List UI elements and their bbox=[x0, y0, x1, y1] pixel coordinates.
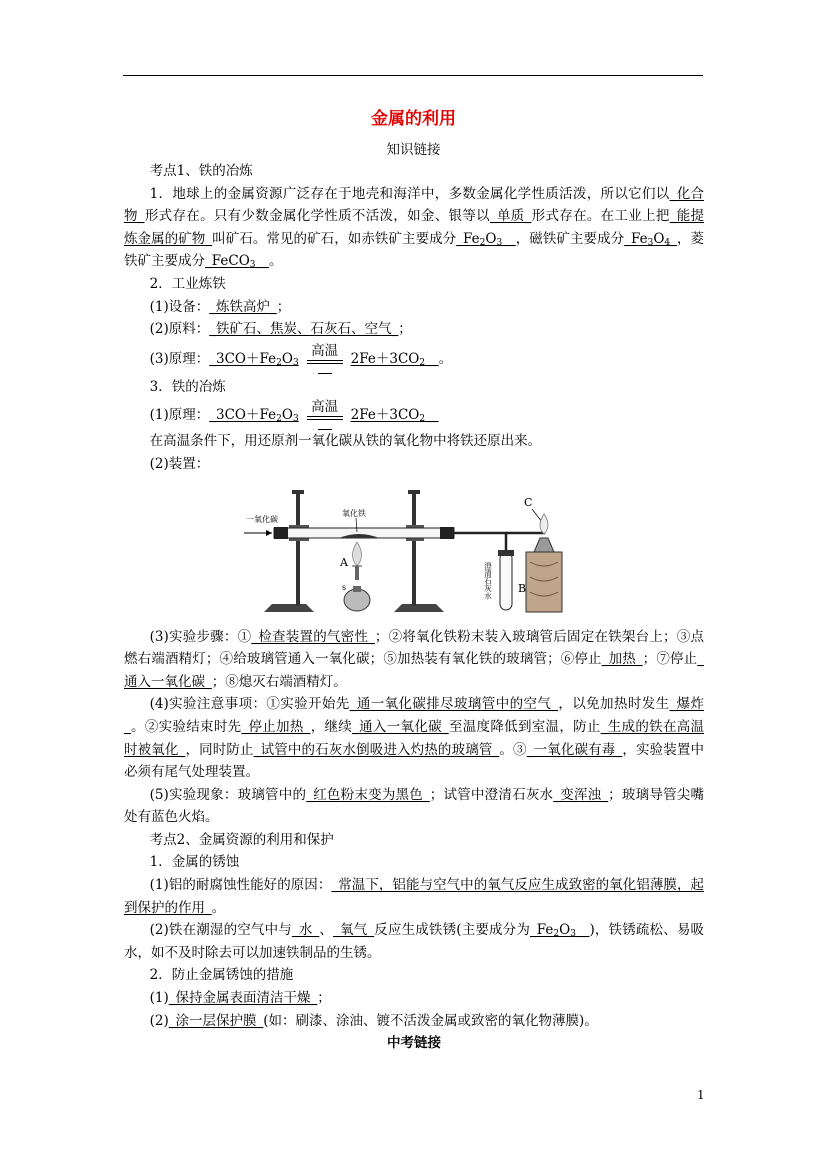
blank-equipment: _炼铁高炉_ bbox=[209, 298, 277, 315]
blank-compound: _化合物_ bbox=[124, 185, 705, 225]
paragraph-steps: (3)实验步骤：①_检查装置的气密性_；②将氧化铁粉末装入玻璃管后固定在铁架台上；③点燃右端酒精灯；④给玻璃管通入一氧化碳；⑤加热装有氧化铁的玻璃管；⑥停止_加热_；⑦停止_通入一氧化碳_；⑧熄灭右端酒精灯。 bbox=[124, 628, 705, 690]
blank-equation-1-product: $2Fe+3CO_2\_\_$ bbox=[350, 351, 439, 369]
blank-protective-film: _涂一层保护膜_ bbox=[168, 1012, 264, 1029]
blank-co-toxic: _一氧化碳有毒_ bbox=[526, 741, 623, 758]
line-prevent-1: (1)_保持金属表面清洁干燥_； bbox=[149, 990, 331, 1007]
blank-rust-formula: $\_Fe_2O_3\_\_$ bbox=[530, 922, 590, 940]
label-c: C bbox=[524, 495, 533, 509]
blank-hematite: $\_Fe_2O_3\_\_$ bbox=[456, 230, 516, 248]
blank-purge-air: _通一氧化碳排尽玻璃管中的空气_ bbox=[349, 696, 558, 713]
label-s: s bbox=[342, 582, 347, 592]
paragraph-ores: 1．地球上的金属资源广泛存在于地壳和海洋中，多数金属化学性质活泼，所以它们以_化合物_形式存在。只有少数金属化学性质不活泼，如金、银等以_单质_形式存在。在工业上把_能提炼金属的矿物_叫矿石。常见的矿石，如赤铁矿主要成分$\_Fe_2O_3\_\_$，磁铁矿主要成分$\_Fe_3O_4\_$，菱铁矿主要成分_FeCO$_3$__。 bbox=[124, 185, 705, 271]
document-body bbox=[124, 160, 704, 1055]
label-lime-water: 澄清石灰水 bbox=[483, 561, 493, 600]
blank-oxygen: _氧气_ bbox=[333, 922, 375, 939]
paragraph-iron-rust: (2)铁在潮湿的空气中与_水_、_氧气_反应生成铁锈(主要成分为$\_Fe_2O_3\_\_$)，铁锈疏松、易吸水，如不及时除去可以加速铁制品的生锈。 bbox=[124, 922, 705, 961]
test-tube-b bbox=[500, 552, 512, 610]
blank-element: _单质_ bbox=[489, 208, 532, 225]
blank-airtightness: _检查装置的气密性_ bbox=[251, 628, 375, 645]
line-reduction-note: 在高温条件下，用还原剂一氧化碳从铁的氧化物中将铁还原出来。 bbox=[149, 433, 542, 450]
label-co: 一氧化碳 bbox=[246, 514, 278, 524]
heading-exam-links: 中考链接 bbox=[387, 1035, 441, 1052]
heading-smelting: 3．铁的冶炼 bbox=[149, 379, 226, 396]
alcohol-lamp-left bbox=[344, 589, 370, 611]
flame-c bbox=[540, 514, 548, 534]
equation-smelting: (1)原理： $\_3CO+Fe_2O_3$ 高温 $2Fe+3CO_2\_\_$ bbox=[124, 401, 704, 431]
paragraph-precautions: (4)实验注意事项：①实验开始先_通一氧化碳排尽玻璃管中的空气_，以免加热时发生_爆炸_。②实验结束时先_停止加热_，继续_通入一氧化碳_至温度降低到室温，防止_生成的铁在高温时被氧化_，同时防止_试管中的石灰水倒吸进入灼热的玻璃管_。③_一氧化碳有毒_，实验装置中必须有尾气处理装置。 bbox=[124, 696, 705, 781]
blank-aluminum-reason: _常温下，铝能与空气中的氧气反应生成致密的氧化铝薄膜，起到保护的作用_ bbox=[124, 877, 705, 916]
right-stand-rod bbox=[412, 492, 416, 606]
line-device: (2)装置： bbox=[149, 455, 210, 472]
paragraph-phenomena: (5)实验现象：玻璃管中的_红色粉末变为黑色_；试管中澄清石灰水_变浑浊_；玻璃导管尖嘴处有蓝色火焰。 bbox=[124, 786, 705, 826]
blank-equation-2-product: $2Fe+3CO_2\_\_$ bbox=[350, 407, 439, 425]
heading-corrosion: 1．金属的锈蚀 bbox=[149, 854, 240, 871]
blank-equation-2: $\_3CO+Fe_2O_3$ bbox=[209, 407, 299, 425]
page-title: 金属的利用 bbox=[371, 109, 456, 129]
label-iron-oxide: 氧化铁 bbox=[342, 508, 366, 518]
heading-s2: 考点2、金属资源的利用和保护 bbox=[149, 831, 334, 848]
heading-industrial: 2．工业炼铁 bbox=[149, 275, 226, 292]
blank-equation-1: $\_3CO+Fe_2O_3$ bbox=[209, 351, 299, 369]
line-prevent-2: (2)_涂一层保护膜_(如：刷漆、涂油、镀不活泼金属或致密的氧化物薄膜)。 bbox=[149, 1012, 598, 1029]
label-b: B bbox=[518, 581, 527, 595]
blank-stop-co: _通入一氧化碳_ bbox=[124, 651, 705, 690]
flame-a bbox=[353, 542, 362, 566]
right-stand-base bbox=[394, 604, 444, 612]
blank-raw-materials: _铁矿石、焦炭、石灰石、空气_ bbox=[209, 321, 399, 338]
paragraph-aluminum: (1)铝的耐腐蚀性能好的原因：_常温下，铝能与空气中的氧气反应生成致密的氧化铝薄膜，起到保护的作用_。 bbox=[124, 877, 705, 916]
blank-red-to-black: _红色粉末变为黑色_ bbox=[306, 786, 430, 803]
blank-siderite: _FeCO$_3$__ bbox=[205, 253, 269, 271]
page-number: 1 bbox=[697, 1088, 705, 1102]
blank-explosion: _爆炸_ bbox=[124, 696, 705, 735]
apparatus-diagram bbox=[244, 482, 584, 622]
blank-magnetite: $\_Fe_3O_4\_$ bbox=[624, 230, 677, 248]
blank-reoxidation: _生成的铁在高温时被氧化_ bbox=[124, 718, 705, 758]
blank-ore-def: _能提炼金属的矿物_ bbox=[124, 208, 705, 247]
condition-high-temp-2: 高温 bbox=[307, 401, 343, 431]
blank-stop-heating: _加热_ bbox=[601, 651, 643, 668]
equation-industrial: (3)原理： $\_3CO+Fe_2O_3$ 高温 $2Fe+3CO_2\_\_$ 。 bbox=[124, 345, 704, 375]
left-stand-rod bbox=[296, 492, 300, 606]
blank-turbid: _变浑浊_ bbox=[553, 786, 609, 803]
left-stand-base bbox=[264, 604, 314, 612]
condition-high-temp: 高温 bbox=[307, 345, 343, 375]
heading-s1: 考点1、铁的冶炼 bbox=[149, 163, 253, 179]
blank-water: _水_ bbox=[291, 922, 320, 939]
wood-block bbox=[526, 552, 562, 612]
heading-prevention: 2．防止金属锈蚀的措施 bbox=[149, 967, 294, 984]
line-raw-materials: (2)原料：_铁矿石、焦炭、石灰石、空气_； bbox=[149, 321, 412, 338]
blank-keep-co: _通入一氧化碳_ bbox=[352, 718, 449, 735]
outlet-tube bbox=[454, 533, 506, 562]
blank-suck-back: _试管中的石灰水倒吸进入灼热的玻璃管_ bbox=[253, 741, 500, 758]
blank-keep-dry: _保持金属表面清洁干燥_ bbox=[168, 990, 318, 1007]
blank-stop-heat-first: _停止加热_ bbox=[241, 718, 311, 735]
line-equipment: (1)设备：_炼铁高炉_； bbox=[149, 298, 291, 315]
section-subtitle: 知识链接 bbox=[386, 142, 441, 158]
label-a: A bbox=[340, 555, 348, 569]
header-rule bbox=[123, 75, 703, 76]
